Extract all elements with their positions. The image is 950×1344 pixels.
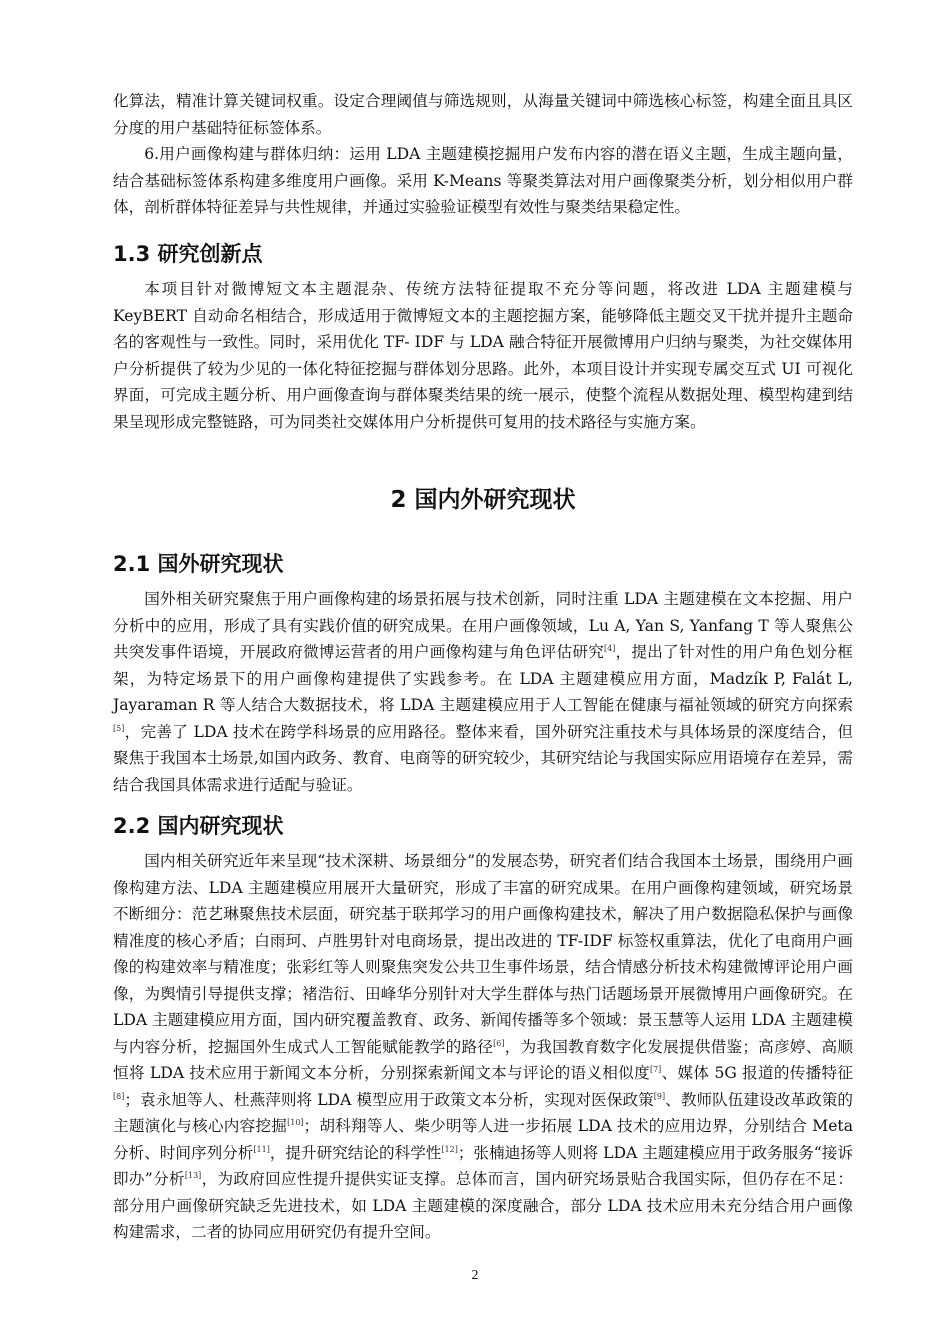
paragraph-text: 本项目针对微博短文本主题混杂、传统方法特征提取不充分等问题，将改进 LDA 主题建模与 KeyBERT 自动命名相结合，形成适用于微博短文本的主题挖掘方案，能够降低主题交叉干扰并提升主题命名的客观性与一致性。同时，采用优化 TF- IDF 与 LDA 融合特征开展微博用户归纳与聚类，为社交媒体用户分析提供了较为少见的一体化特征挖掘与群体划分思路。此外，本项目设计并实现专属交互式 UI 可视化界面，可完成主题分析、用户画像查询与群体聚类结果的统一展示，使整个流程从数据处理、模型构建到结果呈现形成完整链路，可为同类社交媒体用户分析提供可复用的技术路径与实施方案。 <box>113 280 853 431</box>
citation: [13] <box>184 1170 202 1180</box>
citation: [12] <box>441 1144 458 1154</box>
text-run: ；胡科翔等人、柴少明等人进一步拓展 LDA 技术的应用边界，分别结合 Meta 分析、时间序列分析 <box>113 1117 853 1162</box>
section-heading-2-2 <box>113 811 853 841</box>
text-run: ，完善了 LDA 技术在跨学科场景的应用路径。整体来看，国外研究注重技术与具体场景的深度结合，但聚焦于我国本土场景,如国内政务、教育、电商等的研究较少，其研究结论与我国实际应用语境存在差异，需结合我国具体需求进行适配与验证。 <box>113 722 853 794</box>
text-run: 国外相关研究聚焦于用户画像构建的场景拓展与技术创新，同时注重 LDA 主题建模在文本挖掘、用户分析中的应用，形成了具有实践价值的研究成果。在用户画像领域，Lu A, Yan S, Yanfang T 等人聚焦公共突发事件语境，开展政府微博运营者的用户画像构建与角色评估研究 <box>113 590 853 661</box>
page-number: 2 <box>471 1268 479 1283</box>
paragraph-continued <box>113 88 853 141</box>
text-run: ，提出了针对性的用户角色划分框架，为特定场景下的用户画像构建提供了实践参考。在 LDA 主题建模应用方面，Madzík P, Falát L, Jayaraman R 等人结合大数据技术，将 LDA 主题建模应用于人工智能在健康与福祉领域的研究方向探索 <box>113 643 853 714</box>
citation: [4] <box>604 643 616 653</box>
section-heading-1-3 <box>113 239 853 269</box>
text-run: ；袁永旭等人、杜燕萍则将 LDA 模型应用于政策文本分析，实现对医保政策 <box>124 1090 654 1109</box>
citation: [10] <box>287 1117 304 1127</box>
text-run: ，为我国教育数字化发展提供借鉴；高彦婷、高顺恒将 LDA 技术应用于新闻文本分析，分别探索新闻文本与评论的语义相似度 <box>113 1037 853 1082</box>
citation: [7] <box>649 1064 662 1074</box>
citation: [8] <box>113 1091 125 1101</box>
section-heading-2-1 <box>113 549 853 579</box>
paragraph-foreign-research <box>113 586 853 798</box>
paragraph-item-6 <box>113 141 853 221</box>
text-run: 国内相关研究近年来呈现“技术深耕、场景细分”的发展态势，研究者们结合我国本土场景，围绕用户画像构建方法、LDA 主题建模应用展开大量研究，形成了丰富的研究成果。在用户画像构建领域，研究场景不断细分：范艺琳聚焦技术层面，研究基于联邦学习的用户画像构建技术，解决了用户数据隐私保护与画像精准度的核心矛盾；白雨珂、卢胜男针对电商场景，提出改进的 TF-IDF 标签权重算法，优化了电商用户画像的构建效率与精准度；张彩红等人则聚焦突发公共卫生事件场景，结合情感分析技术构建微博评论用户画像，为舆情引导提供支撑；褚浩衍、田峰华分别针对大学生群体与热门话题场景开展微博用户画像研究。在 LDA 主题建模应用方面，国内研究覆盖教育、政务、新闻传播等多个领域：景玉慧等人运用 LDA 主题建模与内容分析，挖掘国外生成式人工智能赋能教学的路径 <box>113 852 853 1056</box>
citation: [5] <box>113 723 125 733</box>
citation: [9] <box>653 1091 666 1101</box>
citation: [11] <box>253 1144 270 1154</box>
paragraph-text <box>113 848 853 1246</box>
text-run: 、教师队伍建设改革政策的主题演化与核心内容挖掘 <box>113 1090 853 1135</box>
heading-text: 1.3 研究创新点 <box>113 242 263 266</box>
paragraph-innovation <box>113 276 853 435</box>
paragraph-text <box>113 586 853 798</box>
paragraph-text: 化算法，精准计算关键词权重。设定合理阈值与筛选规则，从海量关键词中筛选核心标签，构建全面且具区分度的用户基础特征标签体系。 <box>113 92 853 137</box>
text-run: ，提升研究结论的科学性 <box>269 1143 442 1162</box>
text-run: ，为政府回应性提升提供实证支撑。总体而言，国内研究场景贴合我国实际，但仍存在不足：部分用户画像研究缺乏先进技术，如 LDA 主题建模的深度融合，部分 LDA 技术应用未充分结合用户画像构建需求，二者的协同应用研究仍有提升空间。 <box>113 1170 853 1241</box>
chapter-title: 2 国内外研究现状 <box>390 487 576 513</box>
text-run: ；张楠迪扬等人则将 LDA 主题建模应用于政务服务“接诉即办”分析 <box>113 1143 853 1188</box>
citation: [6] <box>493 1038 505 1048</box>
heading-text: 2.2 国内研究现状 <box>113 814 284 838</box>
heading-text: 2.1 国外研究现状 <box>113 552 284 576</box>
paragraph-domestic-research <box>113 848 853 1246</box>
text-run: 、媒体 5G 报道的传播特征 <box>661 1064 853 1082</box>
chapter-heading-2 <box>113 484 853 516</box>
paragraph-text: 6.用户画像构建与群体归纳：运用 LDA 主题建模挖掘用户发布内容的潜在语义主题，生成主题向量，结合基础标签体系构建多维度用户画像。采用 K-Means 等聚类算法对用户画像聚类分析，划分相似用户群体，剖析群体特征差异与共性规律，并通过实验验证模型有效性与聚类结果稳定性。 <box>113 145 853 216</box>
